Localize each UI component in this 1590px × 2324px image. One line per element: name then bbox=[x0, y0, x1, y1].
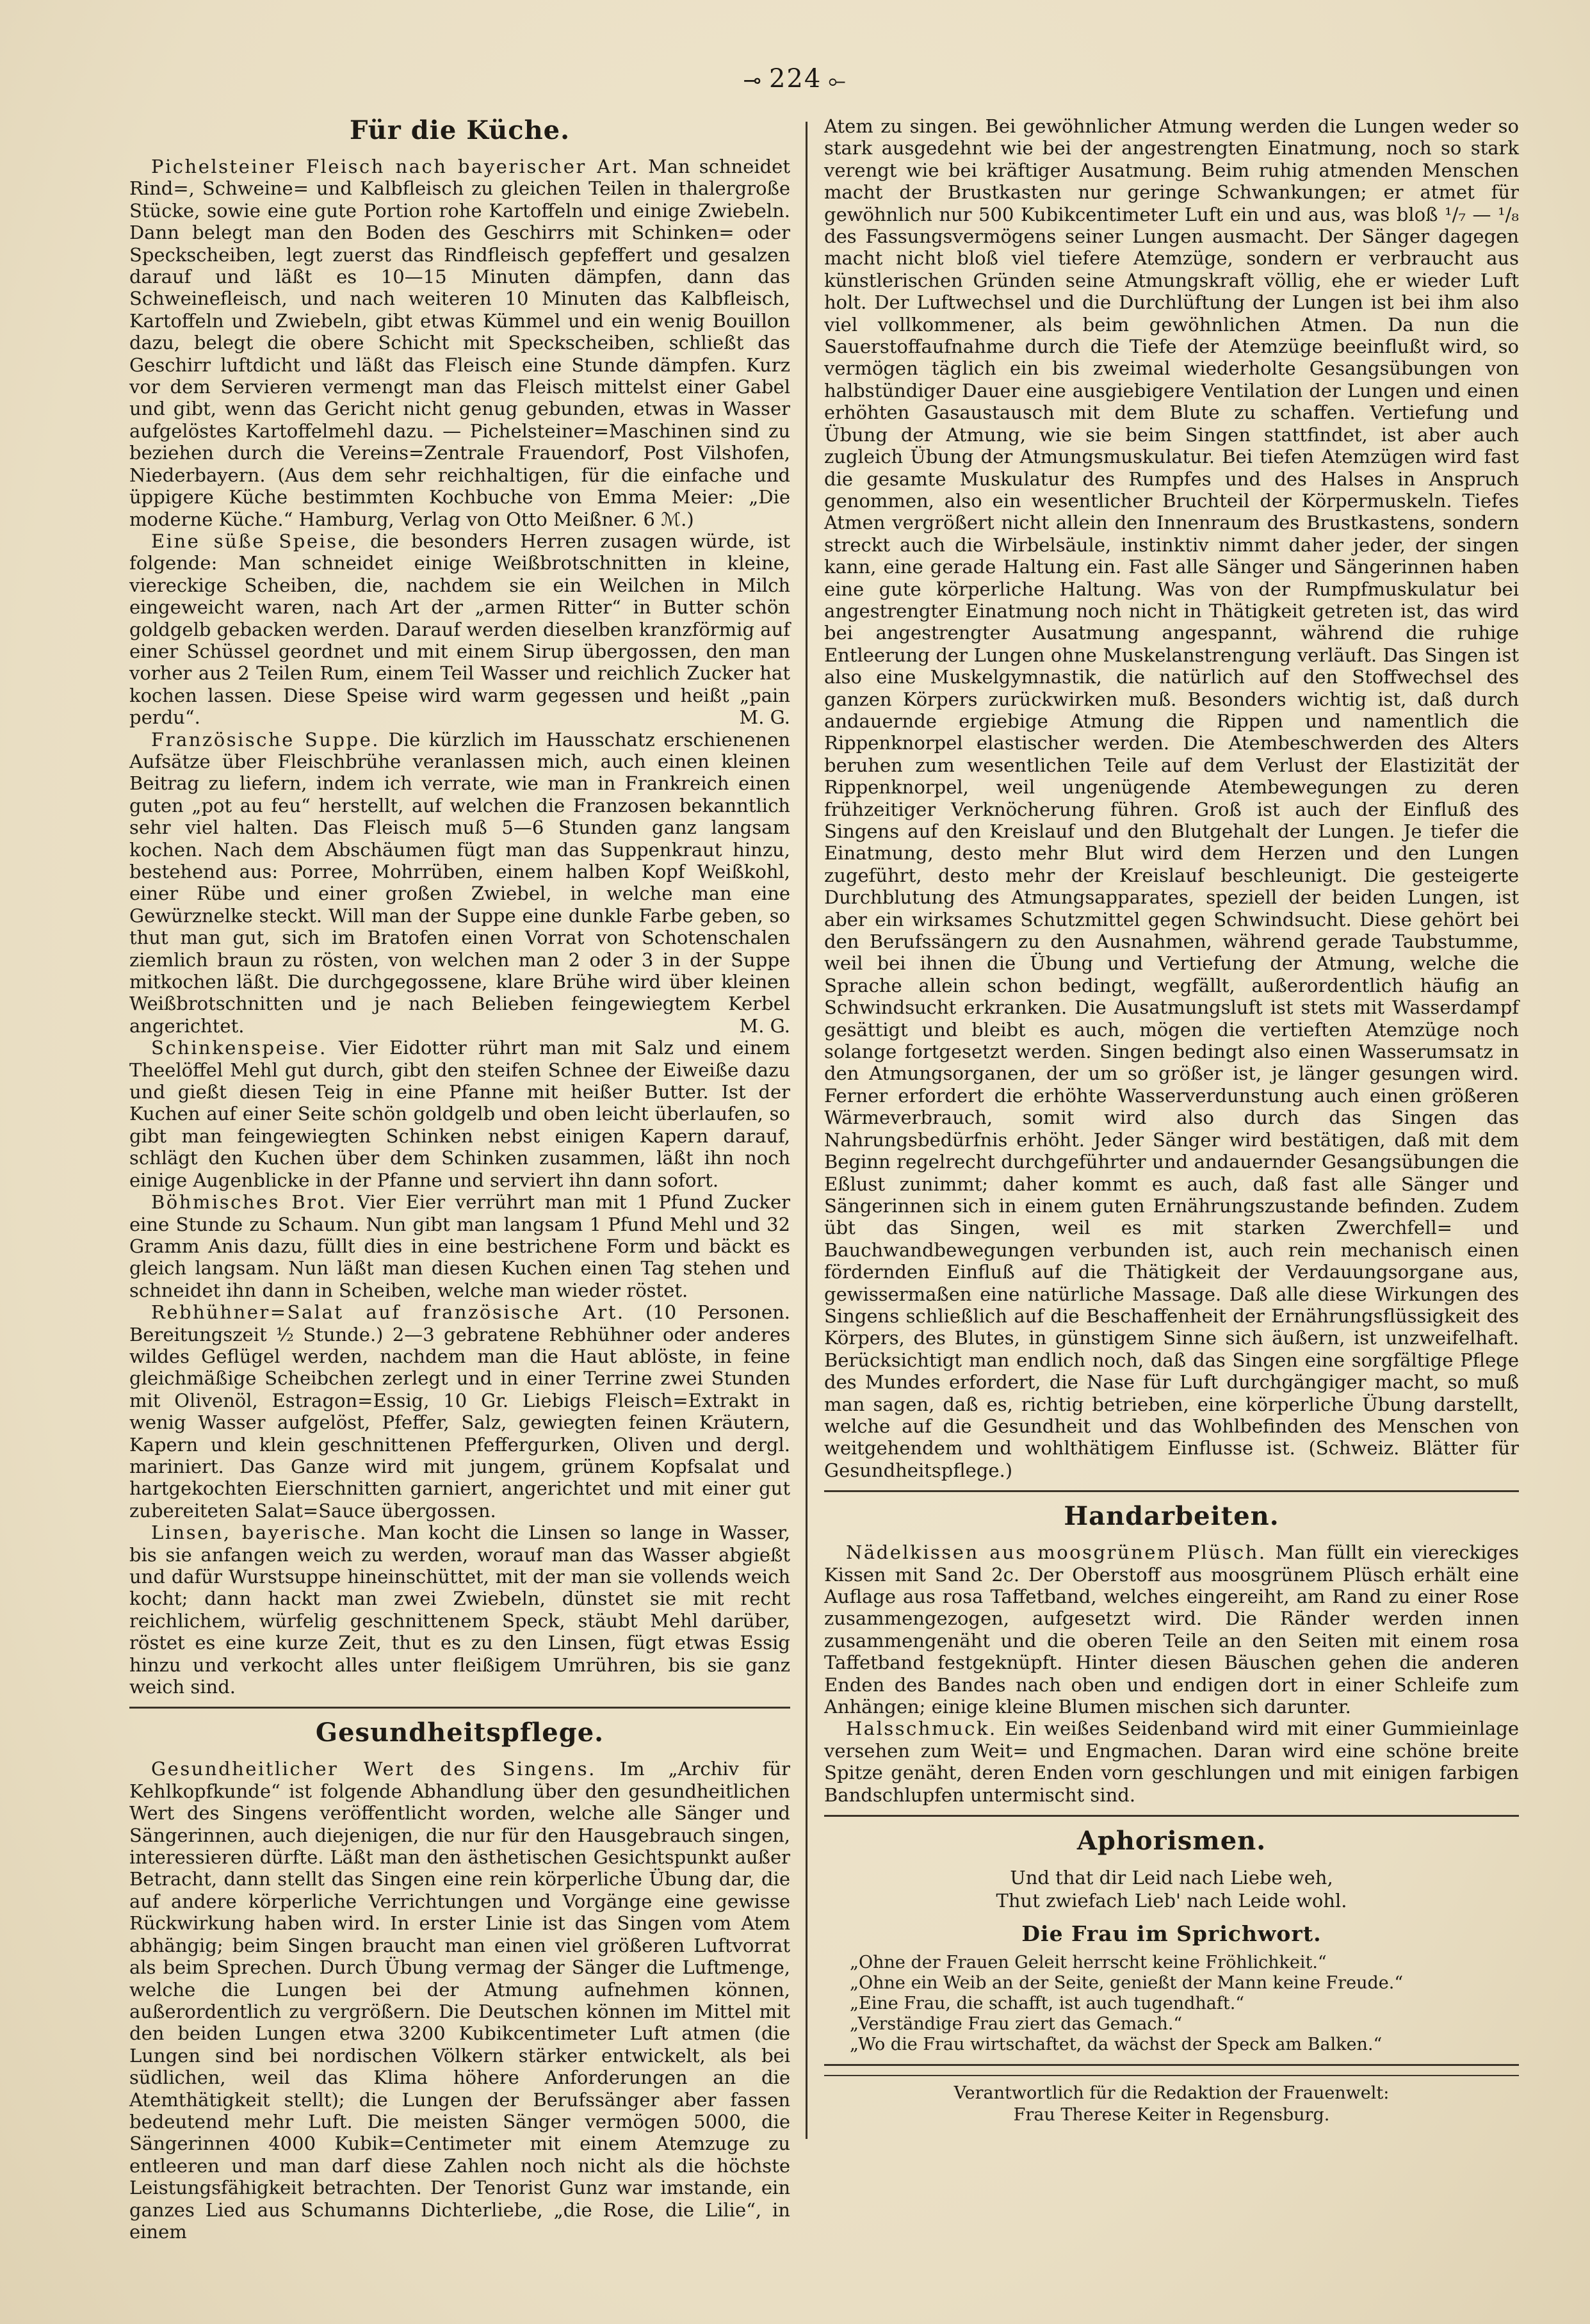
recipe-text: Die kürzlich im Hausschatz erschienenen Aufsätze über Fleischbrühe veranlassen mich, auch einen kleinen Beitrag zu liefern, indem ich verrate, wie man in Frankreich einen guten „pot au feu“ herstellt, auf welchen die Franzosen bekanntlich sehr viel halten. Das Fleisch muß 5—6 Stunden ganz langsam kochen. Nach dem Abschäumen fügt man das Suppenkraut hinzu, bestehend aus: Porree, Mohrrüben, einem halben Kopf Weißkohl, einer Rübe und einer großen Zwiebel, in welche man eine Gewürznelke steckt. Will man der Suppe eine dunkle Farbe geben, so thut man gut, sich im Bratofen einen Vorrat von Schotenschalen ziemlich braun zu rösten, von welchen man 2 oder 3 in der Suppe mitkochen läßt. Die durchgegossene, klare Brühe wird über kleinen Weißbrotschnitten und je nach Belieben feingewiegtem Kerbel angerichtet. bbox=[129, 728, 790, 1037]
handarbeit-text: Man füllt ein viereckiges Kissen mit Sand 2c. Der Oberstoff aus moosgrünem Plüsch erhält eine Auflage aus rosa Taffetband, welches eingereiht, am Rand zu einer Rose zusammengezogen, aufgesetzt wird. Die Ränder werden innen zusammengenäht und die oberen Teile an den Seiten mit einem rosa Taffetband festgeknüpft. Hinter diesen Bäuschen gehen die anderen Enden des Bandes nach oben und endigen dort in einer Schleife zum Anhängen; einige kleine Blumen mischen sich darunter. bbox=[824, 1541, 1519, 1718]
recipe-title: Schinkenspeise. bbox=[151, 1037, 327, 1059]
recipe-pichelsteiner bbox=[129, 156, 790, 530]
handarbeit-title: Halsschmuck. bbox=[846, 1718, 997, 1740]
recipe-title: Französische Suppe. bbox=[151, 728, 380, 751]
recipe-title: Pichelsteiner Fleisch nach bayerischer Art. bbox=[151, 156, 639, 177]
recipe-title: Eine süße Speise, bbox=[151, 530, 359, 552]
author-signature: M. G. bbox=[739, 706, 790, 729]
recipe-schinkenspeise bbox=[129, 1037, 790, 1191]
section-title-aphorismen: Aphorismen. bbox=[1076, 1826, 1267, 1857]
section-divider bbox=[824, 1490, 1519, 1492]
recipe-text: Man schneidet Rind=, Schweine= und Kalbfleisch zu gleichen Teilen in thalergroße Stücke, sowie eine gute Portion rohe Kartoffeln und einige Zwiebeln. Dann belegt man den Boden des Geschirrs mit Schinken= oder Speckscheiben, legt zuerst das Rindfleisch gepfeffert und gesalzen darauf und läßt es 10—15 Minuten dämpfen, dann das Schweinefleisch, und nach weiteren 10 Minuten das Kalbfleisch, Kartoffeln und Zwiebeln, gibt etwas Kümmel und ein wenig Bouillon dazu, belegt die obere Schicht mit Speckscheiben, schließt das Geschirr luftdicht und läßt das Fleisch eine Stunde dämpfen. Kurz vor dem Servieren vermengt man das Fleisch mittelst einer Gabel und gibt, wenn das Gericht nicht genug gebunden, etwas in Wasser aufgelöstes Kartoffelmehl dazu. — Pichelsteiner=Maschinen sind zu beziehen durch die Vereins=Zentrale Frauendorf, Post Vilshofen, Niederbayern. (Aus dem sehr reichhaltigen, für die einfache und üppigere Küche bestimmten Kochbuche von Emma Meier: „Die moderne Küche.“ Hamburg, Verlag von Otto Meißner. 6 ℳ.) bbox=[129, 156, 790, 530]
aphorism-verse bbox=[824, 1866, 1519, 1912]
section-divider bbox=[824, 2075, 1519, 2076]
section-divider bbox=[824, 1815, 1519, 1817]
article-source: (Schweiz. Blätter für Gesundheitspflege.) bbox=[824, 1437, 1520, 1481]
handarbeit-text: Ein weißes Seidenband wird mit einer Gummieinlage versehen zum Weit= und Engmachen. Daran wird eine schöne breite Spitze genäht, deren Enden vorn geschlungen und mit einigen farbigen Bandschlupfen untermischt sind. bbox=[824, 1718, 1519, 1806]
recipe-text: Vier Eier verrührt man mit 1 Pfund Zucker eine Stunde zu Schaum. Nun gibt man langsam 1 Pfund Mehl und 32 Gramm Anis dazu, füllt dies in eine bestrichene Form und bäckt es gleich langsam. Nun läßt man diesen Kuchen einen Tag stehen und schneidet ihn dann in Scheiben, welche man wieder röstet. bbox=[129, 1191, 790, 1301]
proverb-item: „Wo die Frau wirtschaftet, da wächst der Speck am Balken.“ bbox=[850, 2035, 1383, 2055]
editor-line: Verantwortlich für die Redaktion der Frauenwelt: bbox=[953, 2083, 1390, 2104]
article-singen-continued bbox=[824, 115, 1519, 1481]
right-column bbox=[824, 115, 1519, 2126]
proverb-item: „Eine Frau, die schafft, ist auch tugendhaft.“ bbox=[850, 1994, 1245, 2014]
verse-line: Thut zwiefach Lieb' nach Leide wohl. bbox=[996, 1890, 1347, 1912]
article-text: Im „Archiv für Kehlkopfkunde“ ist folgende Abhandlung über den gesundheitlichen Wert des Singens veröffentlicht worden, welche alle Sänger und Sängerinnen, auch diejenigen, die nur für den Hausgebrauch singen, interessieren dürfte. Läßt man den ästhetischen Gesichtspunkt außer Betracht, dann stellt das Singen eine rein körperliche Übung dar, die auf andere körperliche Verrichtungen und Vorgänge eine gewisse Rückwirkung haben wird. In erster Linie ist das Singen vom Atem abhängig; beim Singen braucht man einen viel größeren Luftvorrat als beim Sprechen. Durch Übung vermag der Sänger die Luftmenge, welche die Lungen bei der Atmung aufnehmen können, außerordentlich zu vergrößern. Die Deutschen können im Mittel mit den beiden Lungen etwa 3200 Kubikcentimeter Luft atmen (die Lungen sind bei nordischen Völkern stärker entwickelt, als bei südlichen, weil das Klima höhere Anforderungen an die Atemthätigkeit stellt); die Lungen der Berufssänger aber fassen bedeutend mehr Luft. Die meisten Sänger vermögen 5000, die Sängerinnen 4000 Kubik=Centimeter mit einem Atemzuge zu entleeren und man darf diese Zahlen noch nicht als die höchste Leistungsfähigkeit betrachten. Der Tenorist Gunz war imstande, ein ganzes Lied aus Schumanns Dichterliebe, „die Rose, die Lilie“, in einem bbox=[129, 1758, 790, 2243]
page-number: 224 bbox=[768, 64, 822, 93]
left-column bbox=[129, 115, 790, 2243]
ornament-right-icon: ⟜ bbox=[828, 68, 847, 93]
column-divider bbox=[806, 122, 807, 2139]
recipe-text: Vier Eidotter rührt man mit Salz und einem Theelöffel Mehl gut durch, gibt den steifen Schnee der Eiweiße dazu und gießt diesen Teig in eine Pfanne mit heißer Butter. Ist der Kuchen auf einer Seite schön goldgelb und oben leicht überlaufen, so gibt man feingewiegten Schinken nebst einigen Kapern darauf, schlägt den Kuchen über dem Schinken zusammen, läßt ihn noch einige Augenblicke in der Pfanne und serviert ihn dann sofort. bbox=[129, 1037, 790, 1191]
recipe-text: Man kocht die Linsen so lange in Wasser, bis sie anfangen weich zu werden, worauf man das Wasser abgießt und dafür Wurstsuppe hineinschüttet, mit der man sie vollends weich kocht; dann hackt man zwei Zwiebeln, dünstet sie mit recht reichlichem, würfelig geschnittenem Speck, stäubt Mehl darüber, röstet es eine kurze Zeit, thut es zu den Linsen, fügt etwas Essig hinzu und verkocht alles unter fleißigem Umrühren, bis sie ganz weich sind. bbox=[129, 1522, 790, 1698]
verse-line: Und that dir Leid nach Liebe weh, bbox=[1010, 1867, 1333, 1889]
recipe-linsen bbox=[129, 1522, 790, 1698]
section-divider bbox=[824, 2064, 1519, 2066]
proverb-list bbox=[850, 1953, 1519, 2055]
section-title-handarbeiten: Handarbeiten. bbox=[1064, 1501, 1279, 1532]
recipe-rebhuehner-salat bbox=[129, 1301, 790, 1522]
handarbeit-halsschmuck bbox=[824, 1718, 1519, 1806]
recipe-text: die besonders Herren zusagen würde, ist folgende: Man schneidet einige Weißbrotschnitten in kleine, viereckige Scheiben, die, nachdem sie ein Weilchen in Milch eingeweicht waren, nach Art der „armen Ritter“ in Butter schön goldgelb gebacken werden. Darauf werden dieselben kranzförmig auf einer Schüssel geordnet und mit einem Sirup übergossen, den man vorher aus 2 Teilen Rum, einem Teil Wasser und reichlich Zucker hat kochen lassen. Diese Speise wird warm gegessen und heißt „pain perdu“. bbox=[129, 530, 790, 729]
page-number-header bbox=[0, 64, 1590, 93]
recipe-title: Linsen, bayerische. bbox=[151, 1522, 368, 1544]
article-text: Atem zu singen. Bei gewöhnlicher Atmung werden die Lungen weder so stark ausgedehnt wie bei der angestrengten Einatmung, noch so stark verengt wie bei kräftiger Ausatmung. Beim ruhig atmenden Menschen macht der Brustkasten nur geringe Schwankungen; er atmet für gewöhnlich nur 500 Kubikcentimeter Luft ein und aus, was bloß ¹/₇ — ¹/₈ des Fassungsvermögens seiner Lungen ausmacht. Der Sänger dagegen macht nicht bloß viel tiefere Atemzüge, sondern er verbraucht aus künstlerischen Gründen seine Atmungskraft völlig, ehe er wieder Luft holt. Der Luftwechsel und die Durchlüftung der Lungen ist bei ihm also viel vollkommener, als beim gewöhnlichen Atmen. Da nun die Sauerstoffaufnahme durch die Tiefe der Atemzüge beeinflußt wird, so vermögen täglich ein bis zweimal wiederholte Gesangsübungen von halbstündiger Dauer eine ausgiebigere Ventilation der Lungen und einen erhöhten Gasaustausch mit dem Blute zu schaffen. Vertiefung und Übung der Atmung, wie sie beim Singen stattfindet, ist aber auch zugleich Übung der Atmungsmuskulatur. Bei tiefen Atemzügen wird fast die gesamte Muskulatur des Rumpfes und des Halses in Anspruch genommen, also ein wesentlicher Bruchteil der Körpermuskeln. Tiefes Atmen vergrößert nicht allein den Innenraum des Brustkastens, sondern streckt auch die Wirbelsäule, instinktiv nimmt daher jeder, der singen kann, eine gerade Haltung ein. Fast alle Sänger und Sängerinnen haben eine gute körperliche Haltung. Was von der Rumpfmuskulatur bei angestrengter Einatmung noch nicht in Thätigkeit getreten ist, das wird bei angestrengter Ausatmung angespannt, während die ruhige Entleerung der Lungen ohne Muskelanstrengung verläuft. Das Singen ist also eine Muskelgymnastik, die natürlich auf den Stoffwechsel des ganzen Körpers zurückwirken muß. Besonders wichtig ist, daß durch andauernde ergiebige Atmung die Rippen und namentlich die Rippenknorpel elastischer werden. Die Atembeschwerden des Alters beruhen zum wesentlichen Teile auf dem Verlust der Elastizität der Rippenknorpel, weil ungenügende Atembewegungen zu deren frühzeitiger Verknöcherung führen. Groß ist auch der Einfluß des Singens auf den Kreislauf und den Blutgehalt der Lungen. Je tiefer die Einatmung, desto mehr Blut wird dem Herzen und den Lungen zugeführt, desto mehr der Kreislauf beschleunigt. Die gesteigerte Durchblutung des Atmungsapparates, speziell der beiden Lungen, ist aber ein wirksames Schutzmittel gegen Schwindsucht. Diese gehört bei den Berufssängern zu den Ausnahmen, während gerade Taubstumme, weil bei ihnen die Übung und Vertiefung der Atmung, welche die Sprache allein schon bedingt, wegfällt, außerordentlich häufig an Schwindsucht erkranken. Die Ausatmungsluft ist stets mit Wasserdampf gesättigt und bleibt es auch, mögen die vertieften Atemzüge noch solange fortgesetzt werden. Singen bedingt also einen Wasserumsatz in den Atmungsorganen, der um so größer ist, je länger gesungen wird. Ferner erfordert die erhöhte Wasserverdunstung auch einen größeren Wärmeverbrauch, somit wird also durch das Singen das Nahrungsbedürfnis erhöht. Jeder Sänger wird bestätigen, daß mit dem Beginn regelrecht durchgeführter und andauernder Gesangsübungen die Eßlust zunimmt; daher kommt es auch, daß fast alle Sänger und Sängerinnen sich in einem guten Ernährungszustande befinden. Zudem übt das Singen, weil es mit starken Zwerchfell= und Bauchwandbewegungen verbunden ist, auch rein mechanisch einen fördernden Einfluß auf die Thätigkeit der Verdauungsorgane aus, gewissermaßen eine natürliche Massage. Daß alle diese Wirkungen des Singens schließlich auf die Beschaffenheit der Ernährungsflüssigkeit des Körpers, des Blutes, in günstigem Sinne sich äußern, ist unzweifelhaft. Berücksichtigt man endlich noch, daß das Singen eine sorgfältige Pflege des Mundes erfordert, die Nase für Luft durchgängiger macht, so muß man sagen, daß es, richtig betrieben, eine körperliche Übung darstellt, welche auf die Gesundheit und das Wohlbefinden des Menschen von weitgehendem und wohlthätigem Einflusse ist. bbox=[824, 115, 1519, 1459]
section-title-kueche: Für die Küche. bbox=[349, 115, 571, 145]
article-singen bbox=[129, 1758, 790, 2243]
ornament-left-icon: ⊸ bbox=[743, 68, 763, 93]
recipe-boehmisches-brot bbox=[129, 1191, 790, 1301]
handarbeit-title: Nädelkissen aus moosgrünem Plüsch. bbox=[846, 1541, 1267, 1564]
author-signature: M. G. bbox=[739, 1014, 790, 1037]
recipe-franzoesische-suppe bbox=[129, 729, 790, 1037]
proverb-item: „Ohne der Frauen Geleit herrscht keine Fröhlichkeit.“ bbox=[850, 1953, 1327, 1973]
proverb-item: „Verständige Frau ziert das Gemach.“ bbox=[850, 2014, 1183, 2035]
recipe-suesse-speise bbox=[129, 530, 790, 729]
recipe-title: Böhmisches Brot. bbox=[151, 1191, 347, 1214]
article-title: Gesundheitlicher Wert des Singens. bbox=[151, 1758, 596, 1780]
section-title-gesundheit: Gesundheitspflege. bbox=[315, 1718, 604, 1748]
subsection-title-sprichwort: Die Frau im Sprichwort. bbox=[1021, 1921, 1322, 1947]
editor-credit bbox=[824, 2083, 1519, 2126]
handarbeit-naedelkissen bbox=[824, 1541, 1519, 1718]
proverb-item: „Ohne ein Weib an der Seite, genießt der Mann keine Freude.“ bbox=[850, 1973, 1404, 1994]
editor-line: Frau Therese Keiter in Regensburg. bbox=[1013, 2105, 1330, 2125]
recipe-title: Rebhühner=Salat auf französische Art. bbox=[151, 1301, 625, 1324]
section-divider bbox=[129, 1707, 790, 1709]
recipe-text: (10 Personen. Bereitungszeit ½ Stunde.) 2—3 gebratene Rebhühner oder anderes wildes Geflügel werden, nachdem man die Haut ablöste, in feine gleichmäßige Scheibchen zerlegt und in einer Terrine zwei Stunden mit Olivenöl, Estragon=Essig, 10 Gr. Liebigs Fleisch=Extrakt in wenig Wasser aufgelöst, Pfeffer, Salz, gewiegten feinen Kräutern, Kapern und klein geschnittenen Pfeffergurken, Oliven und dergl. mariniert. Das Ganze wird mit jungem, grünem Kopfsalat und hartgekochten Eierschnitten garniert, angerichtet und mit einer gut zubereiteten Salat=Sauce übergossen. bbox=[129, 1301, 790, 1522]
